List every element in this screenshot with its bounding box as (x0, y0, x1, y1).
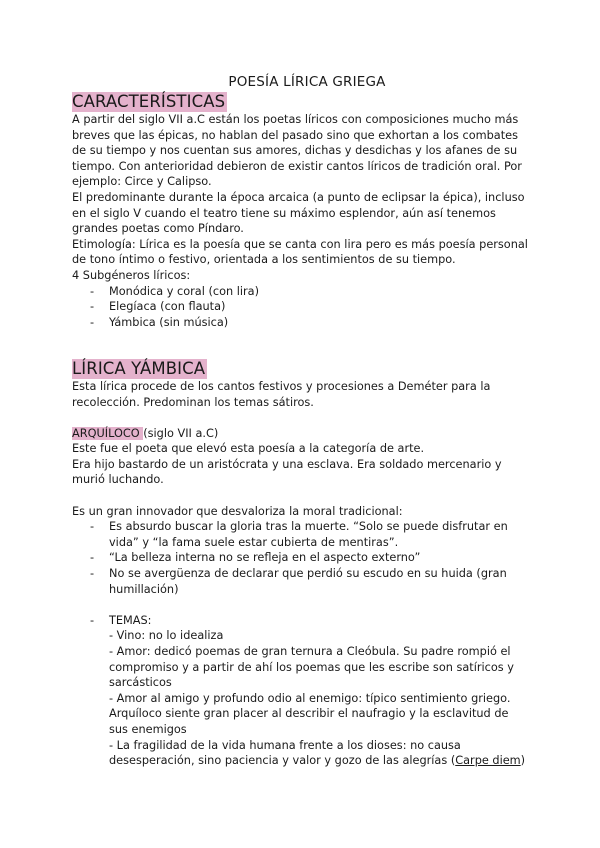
list-item: - Elegíaca (con flauta) (72, 299, 542, 315)
subgenres-list (72, 284, 542, 331)
paragraph-line: Este fue el poeta que elevó esta poesía a la categoría de arte. (72, 442, 425, 456)
paragraph-line: tiempo. Con anterioridad debieron de existir cantos líricos de tradición oral. Por (72, 159, 522, 173)
paragraph-line: recolección. Predominan los temas sátiros. (72, 395, 314, 409)
carpe-diem-link[interactable]: Carpe diem (455, 754, 521, 768)
paragraph-line: murió luchando. (72, 473, 164, 487)
paragraph-line: ejemplo: Circe y Calipso. (72, 175, 212, 189)
author-line (72, 426, 542, 442)
temas-block (72, 628, 542, 768)
author-name: ARQUÍLOCO (72, 426, 144, 440)
author-date: (siglo VII a.C) (143, 426, 219, 440)
paragraph-line: Es un gran innovador que desvaloriza la moral tradicional: (72, 504, 403, 518)
paragraph-line: Etimología: Lírica es la poesía que se canta con lira pero es más poesía personal (72, 237, 528, 251)
innovation-list (72, 519, 542, 597)
paragraph-line: Era hijo bastardo de un aristócrata y una esclava. Era soldado mercenario y (72, 457, 502, 471)
page-title: POESÍA LÍRICA GRIEGA (228, 74, 386, 90)
list-item: - Es absurdo buscar la gloria tras la muerte. “Solo se puede disfrutar en vida” y “la fama suele estar cubierta de mentiras”. (72, 519, 542, 550)
tema-item: - Vino: no lo idealiza (109, 629, 224, 643)
section-lirica-yambica (72, 359, 542, 769)
paragraph-line: Esta lírica procede de los cantos festivos y procesiones a Deméter para la (72, 379, 491, 393)
paragraph-line: de tono íntimo o festivo, orientada a los sentimientos de su tiempo. (72, 253, 456, 267)
list-item: - No se avergüenza de declarar que perdió su escudo en su huida (gran humillación) (72, 566, 542, 597)
paragraph-line: El predominante durante la época arcaica (a punto de eclipsar la épica), incluso (72, 190, 525, 204)
heading-lirica-yambica: LÍRICA YÁMBICA (72, 358, 206, 378)
heading-caracteristicas: CARACTERÍSTICAS (72, 92, 226, 111)
tema-item: - Amor al amigo y profundo odio al enemigo: típico sentimiento griego. Arquíloco siente gran placer al describir el naufragio y la esclavitud de sus enemigos (109, 691, 511, 736)
paragraph-line: A partir del siglo VII a.C están los poetas líricos con composiciones mucho más (72, 113, 519, 126)
tema-item: - Amor: dedicó poemas de gran ternura a Cleóbula. Su padre rompió el compromiso y a partir de ahí los poemas que les escribe son satíricos y sarcásticos (109, 645, 514, 690)
section-caracteristicas (72, 92, 542, 330)
list-item: - “La belleza interna no se refleja en el aspecto externo” (72, 550, 542, 566)
temas-label: - TEMAS: (72, 613, 542, 629)
tema-item: - La fragilidad de la vida humana frente a los dioses: no causa desesperación, sino paciencia y valor y gozo de las alegrías (Carpe diem) (109, 738, 526, 768)
paragraph-line: grandes poetas como Píndaro. (72, 222, 244, 236)
paragraph-line: breves que las épicas, no hablan del pasado sino que exhortan a los combates (72, 128, 518, 142)
list-item: - Monódica y coral (con lira) (72, 284, 542, 300)
paragraph-line: de su tiempo y nos cuentan sus amores, dichas y desdichas y los afanes de su (72, 144, 518, 158)
paragraph-line: 4 Subgéneros líricos: (72, 268, 191, 282)
paragraph-line: en el siglo V cuando el teatro tiene su máximo esplendor, aún así tenemos (72, 206, 496, 220)
temas-list (72, 613, 542, 629)
list-item: - Yámbica (sin música) (72, 315, 542, 331)
document-page (72, 74, 542, 769)
